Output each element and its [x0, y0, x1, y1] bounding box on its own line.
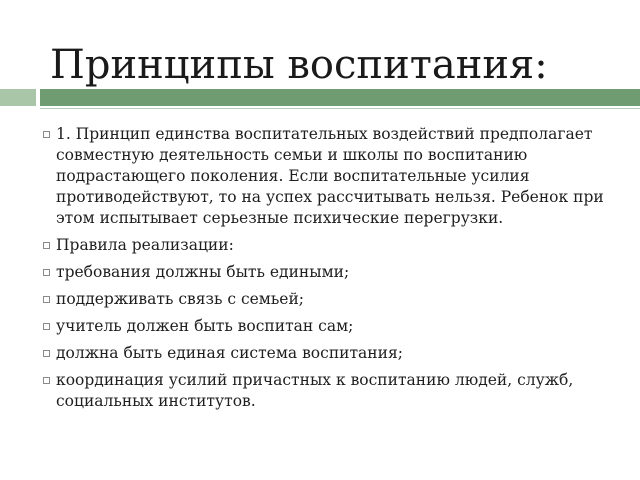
list-item	[40, 343, 620, 364]
bullet-text: требования должны быть едиными;	[56, 263, 350, 281]
list-item	[40, 124, 620, 229]
square-bullet-icon	[40, 289, 56, 310]
square-bullet-icon	[40, 235, 56, 256]
list-item	[40, 289, 620, 310]
bullet-text: учитель должен быть воспитан сам;	[56, 317, 354, 335]
square-bullet-icon	[40, 316, 56, 337]
list-item	[40, 370, 620, 412]
square-bullet-icon	[40, 343, 56, 364]
list-item	[40, 262, 620, 283]
decorative-bar-main	[40, 89, 640, 106]
list-item	[40, 235, 620, 256]
square-bullet-icon	[40, 124, 56, 145]
bullet-list	[40, 124, 620, 418]
square-bullet-icon	[40, 262, 56, 283]
list-item	[40, 316, 620, 337]
bullet-text: Правила реализации:	[56, 236, 234, 254]
decorative-bar-left	[0, 89, 36, 106]
bullet-text: должна быть единая система воспитания;	[56, 344, 403, 362]
slide-title: Принципы воспитания:	[50, 42, 548, 88]
bullet-text: координация усилий причастных к воспитанию людей, служб, социальных институтов.	[56, 371, 574, 410]
bullet-text: поддерживать связь с семьей;	[56, 290, 305, 308]
decorative-rule	[40, 108, 640, 109]
bullet-text: 1. Принцип единства воспитательных воздействий предполагает совместную деятельность семьи и школы по воспитанию подрастающего поколения. Если воспитательные усилия противодействуют, то на успех рассчитывать нельзя. Ребенок при этом испытывает серьезные психические перегрузки.	[56, 125, 604, 227]
square-bullet-icon	[40, 370, 56, 391]
